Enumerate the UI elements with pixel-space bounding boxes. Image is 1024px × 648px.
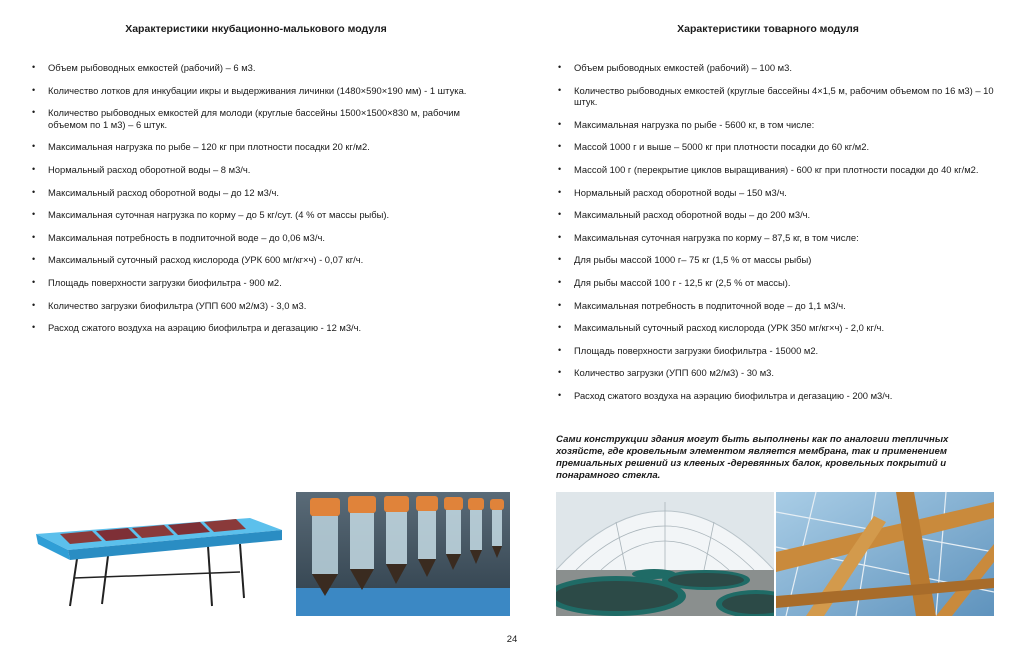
list-item: • Максимальный расход оборотной воды – до 200 м3/ч. bbox=[558, 209, 998, 221]
list-item: • Для рыбы массой 100 г - 12,5 кг (2,5 % от массы). bbox=[558, 277, 998, 289]
list-item: • Расход сжатого воздуха на аэрацию биофильтра и дегазацию - 12 м3/ч. bbox=[32, 322, 500, 334]
incubation-jars-photo bbox=[296, 492, 510, 616]
list-item: • Количество рыбоводных емкостей (круглые бассейны 4×1,5 м, рабочим объемом по 16 м3) – 10 штук. bbox=[558, 85, 998, 108]
left-spec-list bbox=[32, 62, 500, 345]
incubation-tray-photo bbox=[30, 512, 286, 608]
list-item: • Площадь поверхности загрузки биофильтра - 15000 м2. bbox=[558, 345, 998, 357]
list-item: • Массой 100 г (перекрытие циклов выращивания) - 600 кг при плотности посадки до 40 кг/м2. bbox=[558, 164, 998, 176]
page-number: 24 bbox=[506, 634, 518, 645]
list-item: • Количество загрузки биофильтра (УПП 600 м2/м3) - 3,0 м3. bbox=[32, 300, 500, 312]
list-item: • Количество загрузки (УПП 600 м2/м3) - 30 м3. bbox=[558, 367, 998, 379]
list-item: • Максимальная нагрузка по рыбе – 120 кг при плотности посадки 20 кг/м2. bbox=[32, 141, 500, 153]
list-item: • Максимальная суточная нагрузка по корму – 87,5 кг, в том числе: bbox=[558, 232, 998, 244]
list-item: • Расход сжатого воздуха на аэрацию биофильтра и дегазацию - 200 м3/ч. bbox=[558, 390, 998, 402]
right-title: Характеристики товарного модуля bbox=[677, 23, 859, 35]
list-item: • Нормальный расход оборотной воды – 150 м3/ч. bbox=[558, 187, 998, 199]
list-item: • Массой 1000 г и выше – 5000 кг при плотности посадки до 60 кг/м2. bbox=[558, 141, 998, 153]
construction-note: Сами конструкции здания могут быть выполнены как по аналогии тепличных хозяйсте, где кровельным элементом является мембрана, так и применением премиальных решений из клееных -деревянных балок, кровельных покрытий и понарамного стекла. bbox=[556, 434, 949, 481]
list-item: • Максимальная потребность в подпиточной воде – до 1,1 м3/ч. bbox=[558, 300, 998, 312]
list-item: • Количество рыбоводных емкостей для молоди (круглые бассейны 1500×1500×830 м, рабочим объемом по 1 м3) – 6 штук. bbox=[32, 107, 500, 130]
list-item: • Количество лотков для инкубации икры и выдерживания личинки (1480×590×190 мм) - 1 штука. bbox=[32, 85, 500, 97]
list-item: • Максимальная суточная нагрузка по корму – до 5 кг/сут. (4 % от массы рыбы). bbox=[32, 209, 500, 221]
list-item: • Максимальная потребность в подпиточной воде – до 0,06 м3/ч. bbox=[32, 232, 500, 244]
list-item: • Объем рыбоводных емкостей (рабочий) – 100 м3. bbox=[558, 62, 998, 74]
list-item: • Объем рыбоводных емкостей (рабочий) – 6 м3. bbox=[32, 62, 500, 74]
list-item: • Максимальный суточный расход кислорода (УРК 600 мг/кг×ч) - 0,07 кг/ч. bbox=[32, 254, 500, 266]
list-item: • Для рыбы массой 1000 г– 75 кг (1,5 % от массы рыбы) bbox=[558, 254, 998, 266]
list-item: • Максимальный суточный расход кислорода (УРК 350 мг/кг×ч) - 2,0 кг/ч. bbox=[558, 322, 998, 334]
right-spec-list bbox=[558, 62, 998, 413]
glulam-glass-roof-photo bbox=[776, 492, 994, 616]
greenhouse-pools-photo bbox=[556, 492, 774, 616]
list-item: • Площадь поверхности загрузки биофильтра - 900 м2. bbox=[32, 277, 500, 289]
list-item: • Нормальный расход оборотной воды – 8 м3/ч. bbox=[32, 164, 500, 176]
list-item: • Максимальная нагрузка по рыбе - 5600 кг, в том числе: bbox=[558, 119, 998, 131]
left-title: Характеристики нкубационно-малькового модуля bbox=[125, 23, 387, 35]
list-item: • Максимальный расход оборотной воды – до 12 м3/ч. bbox=[32, 187, 500, 199]
